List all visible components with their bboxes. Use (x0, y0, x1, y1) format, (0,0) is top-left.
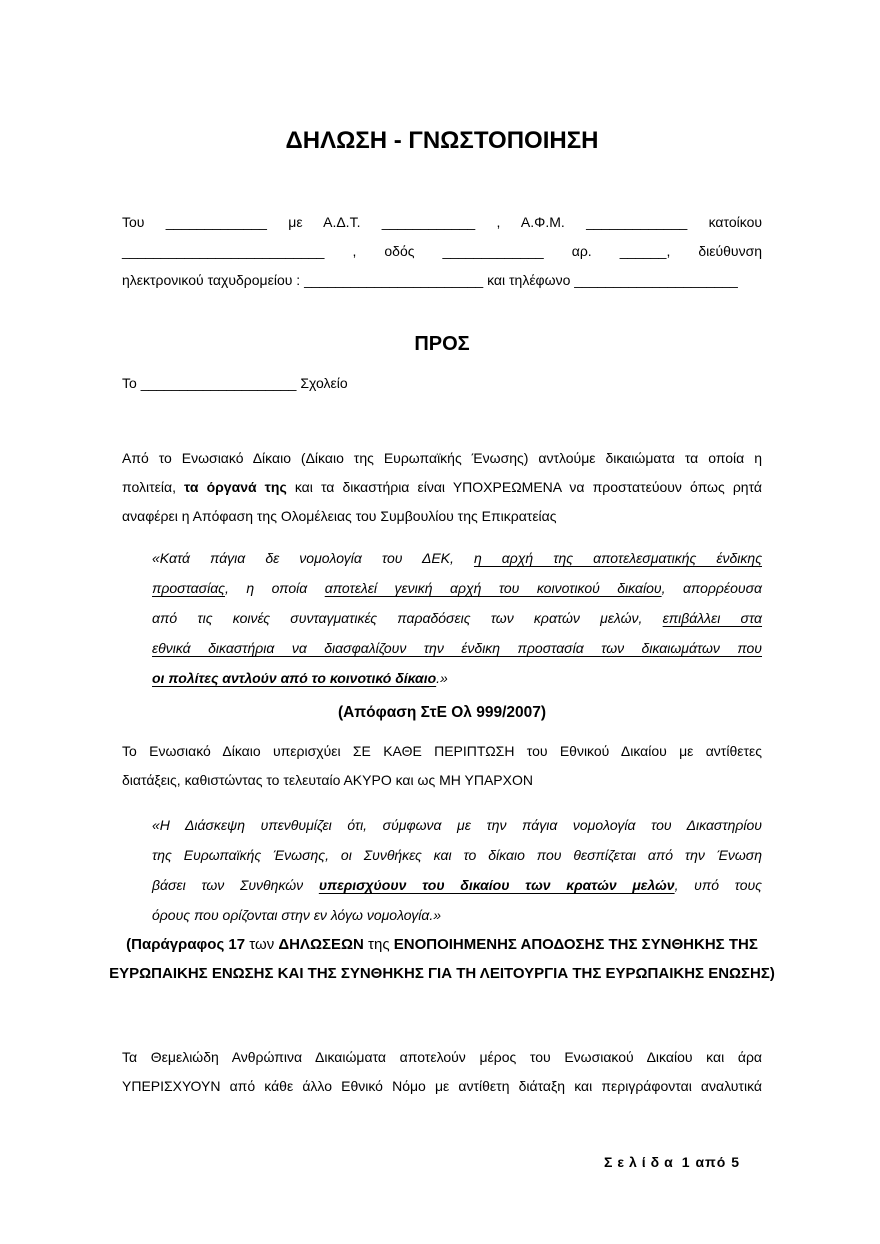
text-run: και τα δικαστήρια είναι ΥΠΟΧΡΕΩΜΕΝΑ να προστατεύουν όπως ρητά (286, 479, 762, 495)
text-run: Από το Ενωσιακό Δίκαιο (Δίκαιο της Ευρωπαϊκής Ένωσης) αντλούμε δικαιώματα τα οποία η (122, 450, 762, 466)
blank-field: _____________ (442, 243, 544, 259)
blank-field: _______________________ (304, 272, 484, 288)
document-title: ΔΗΛΩΣΗ - ΓΝΩΣΤΟΠΟΙΗΣΗ (285, 127, 599, 154)
text-run: αρ. (543, 243, 620, 259)
text-run: .» (436, 670, 448, 686)
text-run: της Ευρωπαϊκής Ένωσης, οι Συνθήκες και το δίκαιο που θεσπίζεται από την Ένωση (152, 847, 762, 863)
text-run: αποτελεί γενική αρχή του κοινοτικού δικαίου (324, 580, 662, 596)
text-run: των (245, 936, 279, 953)
text-run: , η οποία (225, 580, 325, 596)
text-run: προστασίας (152, 580, 225, 596)
text-run: (Απόφαση ΣτΕ Ολ 999/2007) (337, 704, 547, 721)
text-line (122, 208, 762, 237)
text-run: ΕΥΡΩΠΑΙΚΗΣ ΕΝΩΣΗΣ ΚΑΙ ΤΗΣ ΣΥΝΘΗΚΗΣ ΓΙΑ ΤΗ ΛΕΙΤΟΥΡΓΙΑ ΤΗΣ ΕΥΡΩΠΑΙΚΗΣ ΕΝΩΣΗΣ) (109, 965, 775, 982)
document-content (109, 0, 775, 1101)
text-run: «Κατά πάγια δε νομολογία του ΔΕΚ, (152, 550, 474, 566)
text-run: «Η Διάσκεψη υπενθυμίζει ότι, σύμφωνα με την πάγια νομολογία του Δικαστηρίου (152, 817, 762, 833)
text-run: Το (122, 375, 141, 391)
blank-field: _____________________ (574, 272, 738, 288)
text-line (152, 543, 762, 573)
text-run: από τις κοινές συνταγματικές παραδόσεις των κρατών μελών, (152, 610, 663, 626)
text-run: όρους που ορίζονται στην εν λόγω νομολογία.» (152, 907, 442, 923)
text-line (122, 266, 762, 295)
paragraph-union-law-supremacy (122, 737, 762, 795)
text-line (82, 959, 802, 988)
recipient-details-form (122, 208, 762, 295)
text-run: ΔΗΛΩΣΕΩΝ (278, 936, 364, 953)
addressee-school-line (122, 369, 762, 398)
text-line (122, 1043, 762, 1072)
footer-page-number: 1 από 5 (681, 1154, 740, 1170)
text-run: (Παράγραφος 17 (126, 936, 246, 953)
text-run: , διεύθυνση (666, 243, 763, 259)
text-line (122, 473, 762, 502)
text-line (122, 502, 762, 531)
text-line (152, 840, 762, 870)
text-line (152, 900, 762, 930)
text-run: με Α.Δ.Τ. (266, 214, 382, 230)
text-line (122, 1072, 762, 1101)
quote-dek-jurisprudence (152, 543, 762, 693)
text-run: διατάξεις, καθιστώντας το τελευταίο ΑΚΥΡΟ και ως ΜΗ ΥΠΑΡΧΟΝ (122, 772, 533, 788)
blank-field: _____________ (586, 214, 688, 230)
blank-field: _____________ (165, 214, 267, 230)
text-run: και τηλέφωνο (483, 272, 575, 288)
text-run: εθνικά δικαστήρια να διασφαλίζουν την ένδικη προστασία των δικαιωμάτων που (152, 640, 762, 656)
text-run: της (363, 936, 394, 953)
blank-field: __________________________ (122, 243, 325, 259)
text-run: Σχολείο (296, 375, 348, 391)
footer-page-label: Σελίδα (603, 1154, 678, 1170)
text-run: , υπό τους (674, 877, 762, 893)
text-run: οι πολίτες αντλούν από το κοινοτικό δίκαιο (152, 670, 437, 686)
text-run: Το Ενωσιακό Δίκαιο υπερισχύει ΣΕ ΚΑΘΕ ΠΕΡΙΠΤΩΣΗ του Εθνικού Δικαίου με αντίθετες (122, 743, 762, 759)
text-run: ηλεκτρονικού ταχυδρομείου : (122, 272, 305, 288)
text-line (152, 810, 762, 840)
text-line (122, 444, 762, 473)
text-run: πολιτεία, (122, 479, 185, 495)
text-run: , απορρέουσα (661, 580, 762, 596)
text-line (122, 369, 762, 398)
text-line (152, 573, 762, 603)
text-line (122, 737, 762, 766)
text-line (152, 663, 762, 693)
text-line (152, 603, 762, 633)
text-line (122, 237, 762, 266)
text-run: ΕΝΟΠΟΙΗΜΕΝΗΣ ΑΠΟΔΟΣΗΣ ΤΗΣ ΣΥΝΘΗΚΗΣ ΤΗΣ (393, 936, 758, 953)
text-run: , οδός (324, 243, 443, 259)
text-line (82, 930, 802, 959)
text-run: Του (122, 214, 166, 230)
text-run: Τα Θεμελιώδη Ανθρώπινα Δικαιώματα αποτελούν μέρος του Ενωσιακού Δικαίου και άρα (122, 1049, 762, 1065)
text-line (152, 870, 762, 900)
quote-treaty-declaration (152, 810, 762, 930)
text-run: , Α.Φ.Μ. (475, 214, 587, 230)
text-run: τα όργανά της (184, 479, 287, 495)
citation-paragraph-17-declarations (82, 930, 802, 988)
text-run: η αρχή της αποτελεσματικής ένδικης (473, 550, 762, 566)
text-run: επιβάλλει στα (662, 610, 763, 626)
citation-ste-decision (122, 698, 762, 728)
paragraph-fundamental-rights (122, 1043, 762, 1101)
text-run: ΥΠΕΡΙΣΧΥΟΥΝ από κάθε άλλο Εθνικό Νόμο με αντίθετη διάταξη και περιγράφονται αναλυτικά (122, 1078, 762, 1094)
text-run: κατοίκου (687, 214, 763, 230)
text-run: αναφέρει η Απόφαση της Ολομέλειας του Συμβουλίου της Επικρατείας (122, 508, 557, 524)
text-line (152, 633, 762, 663)
blank-field: ____________________ (140, 375, 297, 391)
blank-field: ______ (619, 243, 667, 259)
text-line (122, 766, 762, 795)
paragraph-union-law-rights (122, 444, 762, 531)
text-run: βάσει των Συνθηκών (152, 877, 319, 893)
page-footer (604, 1152, 740, 1172)
text-line (122, 698, 762, 728)
pros-heading: ΠΡΟΣ (414, 333, 470, 355)
text-run: υπερισχύουν του δικαίου των κρατών μελών (318, 877, 675, 893)
blank-field: ____________ (381, 214, 476, 230)
